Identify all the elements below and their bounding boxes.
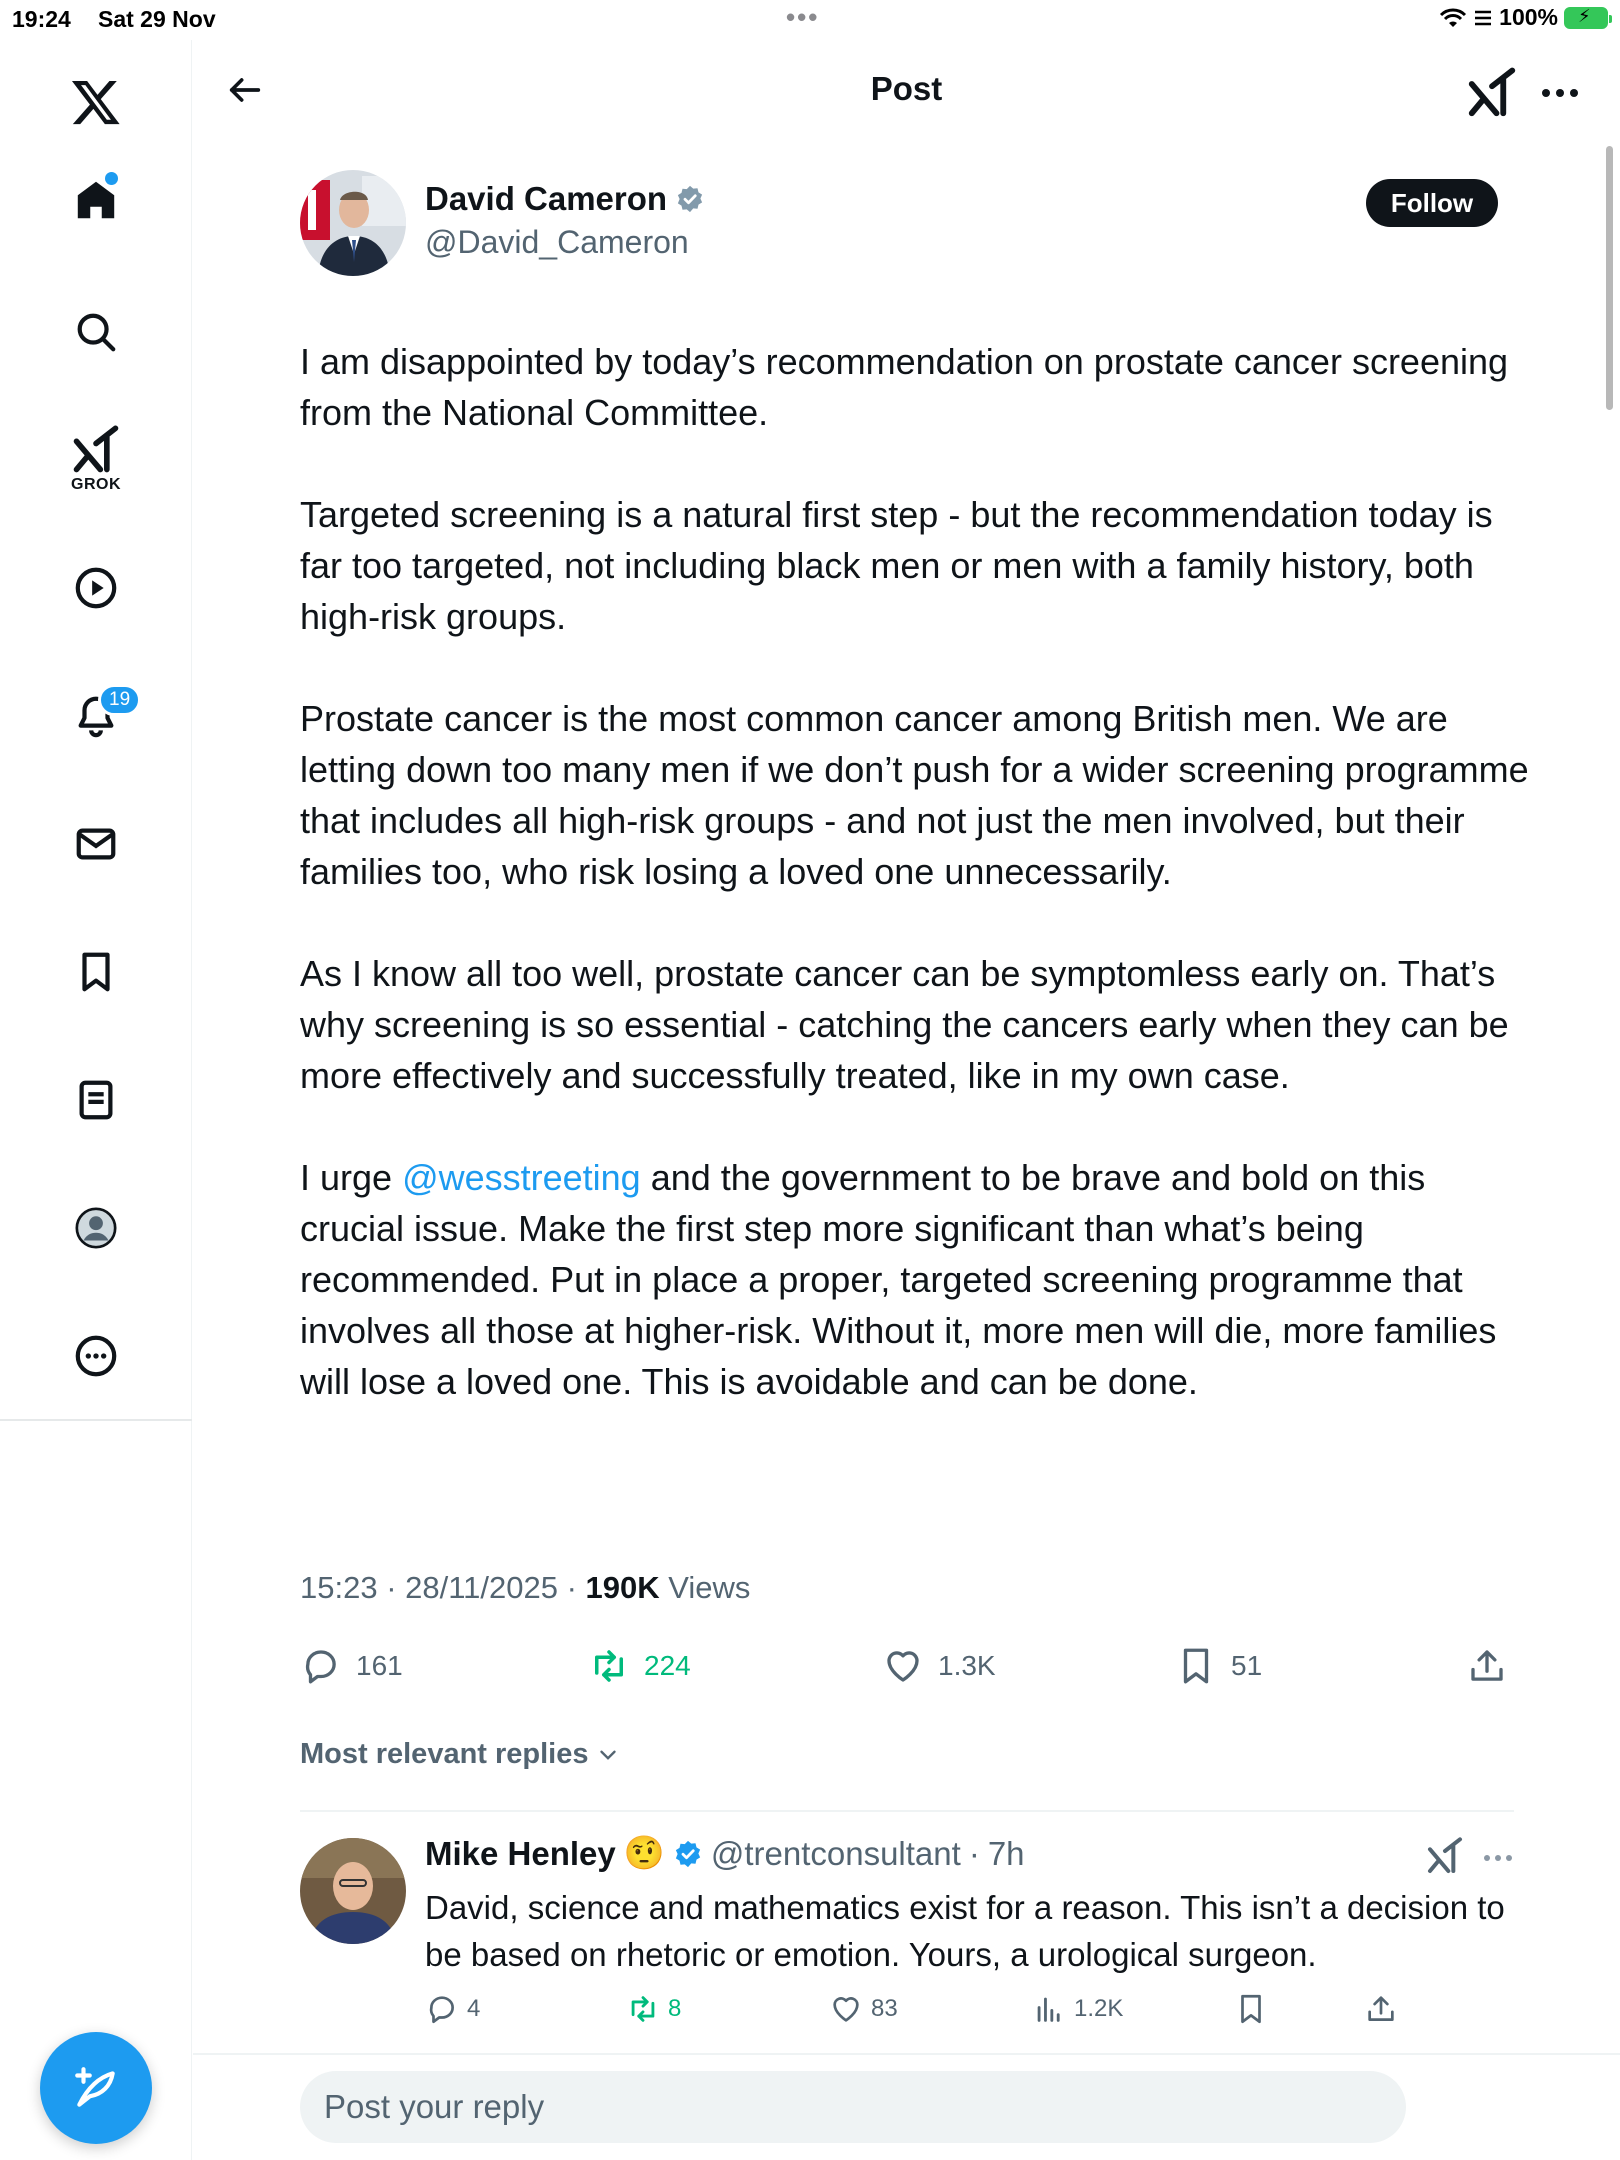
post-paragraph: Prostate cancer is the most common cancer among British men. We are letting down too many men if we don’t push for a wider screening programme that includes all high-risk groups - and not just the men involved, but their families too, who risk losing a loved one unnecessarily.	[300, 698, 1529, 892]
author-name[interactable]: David Cameron	[425, 180, 668, 217]
follow-button[interactable]: Follow	[1366, 179, 1498, 227]
reply-author-emoji: 🤨	[623, 1834, 665, 1871]
reply-bubble-icon	[425, 1992, 459, 2026]
author-avatar[interactable]	[300, 170, 406, 276]
views-label: Views	[659, 1570, 751, 1605]
bookmark-button[interactable]	[1175, 1645, 1262, 1687]
sidebar-item-video[interactable]	[56, 548, 136, 628]
home-unread-dot	[105, 172, 118, 185]
reply-like-button[interactable]	[829, 1992, 898, 2026]
share-button[interactable]	[1466, 1645, 1508, 1687]
like-button[interactable]	[882, 1645, 996, 1687]
sidebar-item-lists[interactable]	[56, 1060, 136, 1140]
sidebar	[0, 40, 192, 2160]
ellipsis-icon	[1482, 1853, 1514, 1863]
sidebar-item-profile[interactable]	[56, 1188, 136, 1268]
reply-repost-button[interactable]	[626, 1992, 681, 2026]
more-circle-icon	[73, 1333, 119, 1379]
share-icon	[1364, 1992, 1398, 2026]
play-icon	[73, 565, 119, 611]
repost-count: 224	[644, 1650, 691, 1681]
bookmark-icon	[1234, 1992, 1268, 2026]
reply-bookmark-button[interactable]	[1234, 1992, 1268, 2026]
repost-icon	[588, 1645, 630, 1687]
bookmark-icon	[73, 949, 119, 995]
grok-icon	[1425, 1836, 1465, 1876]
post-text-segment: and the government to be brave and bold on this crucial issue. Make the first step more significant than what’s being recommended. Put in place a proper, targeted screening programme that involves all those at higher-risk. Without it, more men will die, more families will lose a loved one. This is avoidable and can be done.	[300, 1157, 1497, 1402]
post-paragraph: Targeted screening is a natural first step - but the recommendation today is far too targeted, not including black men or men with a family history, both high-risk groups.	[300, 494, 1493, 637]
heart-icon	[882, 1645, 924, 1687]
chevron-down-icon	[595, 1742, 621, 1768]
bookmark-count: 51	[1231, 1650, 1263, 1681]
battery-icon: ⚡	[1564, 7, 1608, 29]
reply-like-count: 83	[871, 1995, 898, 2022]
views-chart-icon	[1032, 1992, 1066, 2026]
mail-icon	[73, 821, 119, 867]
replies-sort-dropdown[interactable]	[300, 1738, 621, 1771]
mention-link[interactable]: @wesstreeting	[402, 1157, 641, 1198]
views-count: 190K	[585, 1570, 660, 1605]
author-handle[interactable]: @David_Cameron	[425, 224, 689, 260]
list-icon	[73, 1077, 119, 1123]
grok-explain-button[interactable]	[1465, 66, 1519, 120]
separator-dot: ·	[968, 1834, 980, 1872]
repost-button[interactable]	[588, 1645, 691, 1687]
post-timestamp[interactable]: 15:23 · 28/11/2025 ·	[300, 1570, 586, 1605]
reply-button[interactable]	[300, 1645, 403, 1687]
reply-author-avatar[interactable]	[300, 1838, 406, 1944]
post-paragraph	[300, 1152, 1530, 1407]
search-icon	[73, 309, 119, 355]
sidebar-item-more[interactable]	[56, 1316, 136, 1396]
reply-author-handle[interactable]: @trentconsultant	[710, 1834, 961, 1872]
reply-views-button[interactable]	[1032, 1992, 1123, 2026]
heart-icon	[829, 1992, 863, 2026]
sidebar-item-explore[interactable]	[56, 292, 136, 372]
grok-icon	[1465, 66, 1519, 120]
page-title: Post	[870, 70, 943, 107]
share-icon	[1466, 1645, 1508, 1687]
post-paragraph: As I know all too well, prostate cancer can be symptomless early on. That’s why screening is so essential - catching the cancers early when they can be more effectively and successfully treated, like in my own case.	[300, 953, 1509, 1096]
reply-grok-button[interactable]	[1425, 1836, 1465, 1876]
verified-badge-icon	[675, 184, 705, 214]
compose-post-button[interactable]	[40, 2032, 152, 2144]
reply-reply-count: 4	[467, 1995, 481, 2022]
reply-views-count: 1.2K	[1074, 1995, 1124, 2022]
post-paragraph: I am disappointed by today’s recommendation on prostate cancer screening from the National Committee.	[300, 341, 1509, 433]
bookmark-icon	[1175, 1645, 1217, 1687]
reply-header	[425, 1834, 1025, 1873]
verified-badge-icon	[673, 1839, 703, 1869]
back-arrow-icon	[225, 70, 265, 110]
ellipsis-icon	[1540, 87, 1580, 99]
orientation-lock-icon	[1473, 9, 1493, 27]
more-options-button[interactable]	[1533, 66, 1587, 120]
reply-bubble-icon	[300, 1645, 342, 1687]
reply-share-button[interactable]	[1364, 1992, 1398, 2026]
post-text	[300, 336, 1530, 1407]
wifi-icon	[1439, 7, 1467, 29]
reply-composer	[193, 2053, 1620, 2160]
grok-icon	[70, 424, 122, 476]
back-button[interactable]	[217, 62, 273, 118]
reply-more-button[interactable]	[1478, 1838, 1518, 1878]
post-timestamp-views	[300, 1570, 750, 1606]
notification-badge: 19	[98, 684, 141, 716]
multitasking-dots-icon[interactable]: •••	[786, 2, 820, 32]
post-header	[193, 40, 1620, 140]
reply-text: David, science and mathematics exist for a reason. This isn’t a decision to be based on rhetoric or emotion. Yours, a urological surgeon.	[425, 1889, 1505, 1973]
status-date: Sat 29 Nov	[98, 6, 216, 32]
divider	[300, 1810, 1514, 1812]
reply-count: 161	[356, 1650, 403, 1681]
status-indicators	[1439, 4, 1608, 31]
grok-label: GROK	[71, 476, 121, 493]
replies-sort-label: Most relevant replies	[300, 1738, 589, 1770]
x-logo-icon[interactable]	[56, 62, 136, 142]
status-time: 19:24	[12, 6, 71, 32]
like-count: 1.3K	[938, 1650, 996, 1681]
battery-percent: 100%	[1499, 4, 1558, 30]
sidebar-divider	[0, 1419, 192, 1421]
profile-icon	[73, 1205, 119, 1251]
feather-plus-icon	[71, 2063, 121, 2113]
sidebar-item-home[interactable]	[56, 160, 136, 240]
repost-icon	[626, 1992, 660, 2026]
reply-reply-button[interactable]	[425, 1992, 480, 2026]
reply-repost-count: 8	[668, 1995, 682, 2022]
post-text-segment: I urge	[300, 1157, 403, 1198]
reply-author-name[interactable]: Mike Henley	[425, 1834, 616, 1872]
scrollbar[interactable]	[1606, 146, 1613, 410]
reply-input[interactable]	[300, 2071, 1406, 2143]
sidebar-item-bookmarks[interactable]	[56, 932, 136, 1012]
sidebar-item-messages[interactable]	[56, 804, 136, 884]
reply-time[interactable]: 7h	[987, 1834, 1025, 1872]
author-name-row[interactable]	[425, 180, 705, 218]
status-bar	[0, 0, 1620, 40]
